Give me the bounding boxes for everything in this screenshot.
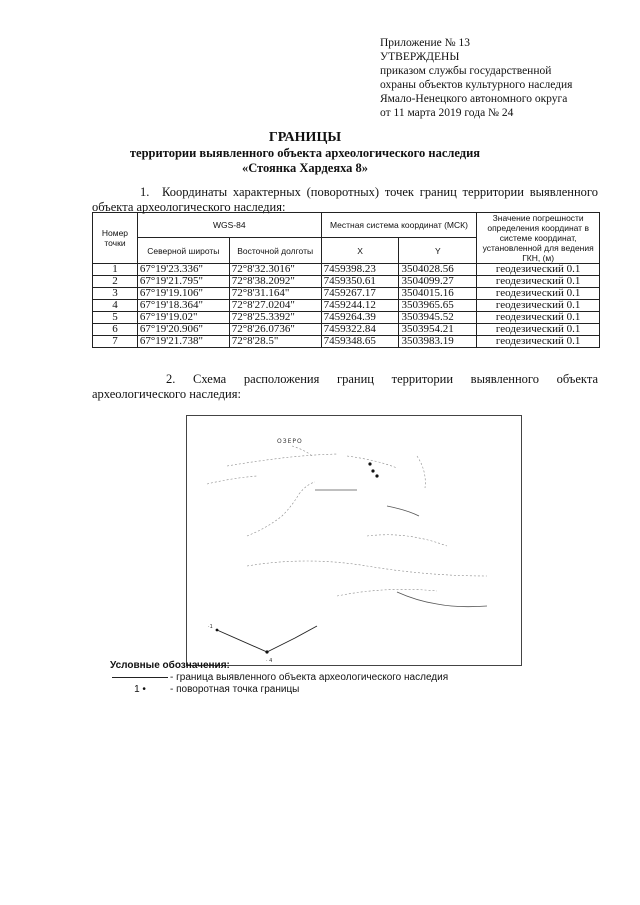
cell-lat: 67°19'18.364" [137,300,229,312]
header-north-lat: Северной широты [137,238,229,264]
contour-line [347,456,397,468]
header-accuracy: Значение погрешности определения координат в системе координат, установленной для ведения ГКН, (м) [477,213,600,264]
header-point-number: Номер точки [93,213,138,264]
cell-x: 7459264.39 [321,312,399,324]
section-1-number: 1. [140,185,150,199]
cell-accuracy: геодезический 0.1 [477,264,600,276]
coordinates-table [92,212,600,348]
section-1-text [92,185,598,215]
cell-number: 5 [93,312,138,324]
object-name: «Стоянка Хардеяха 8» [241,161,369,175]
cell-x: 7459267.17 [321,288,399,300]
cell-number: 7 [93,336,138,348]
approval-date: от 11 марта 2019 года № 24 [380,107,514,119]
map-marker-glyph: · 4 [266,658,273,664]
contour-line [397,592,487,607]
contour-line [207,476,257,484]
header-wgs: WGS-84 [137,213,321,238]
cell-x: 7459244.12 [321,300,399,312]
table-row [93,312,600,324]
cell-accuracy: геодезический 0.1 [477,324,600,336]
table-row [93,276,600,288]
cell-lon: 72°8'26.0736" [229,324,321,336]
header-east-lon: Восточной долготы [229,238,321,264]
boundary-line-symbol [112,677,168,678]
cell-y: 3504015.16 [399,288,477,300]
approval-block [380,36,630,120]
turning-point [265,650,268,653]
cell-y: 3504099.27 [399,276,477,288]
cell-number: 4 [93,300,138,312]
cell-accuracy: геодезический 0.1 [477,312,600,324]
contour-line [417,456,425,488]
turning-point [371,469,374,472]
section-2-text [92,372,598,402]
cell-lon: 72°8'27.0204" [229,300,321,312]
header-x: X [321,238,399,264]
table-row [93,336,600,348]
cell-lat: 67°19'19.106" [137,288,229,300]
cell-accuracy: геодезический 0.1 [477,288,600,300]
section-1-body: Координаты характерных (поворотных) точек границ территории выявленного объекта археологического наследия: [92,185,598,214]
map-drawing [187,416,521,665]
cell-lon: 72°8'25.3392" [229,312,321,324]
table-row [93,264,600,276]
legend-point-label: - поворотная точка границы [170,684,300,695]
legend-boundary-label: - граница выявленного объекта археологического наследия [170,672,449,683]
cell-lon: 72°8'31.164" [229,288,321,300]
approval-service: охраны объектов культурного наследия [380,79,573,91]
cell-lon: 72°8'28.5" [229,336,321,348]
cell-lat: 67°19'19.02" [137,312,229,324]
cell-lon: 72°8'32.3016" [229,264,321,276]
cell-y: 3503983.19 [399,336,477,348]
table-row [93,288,600,300]
cell-lat: 67°19'21.795" [137,276,229,288]
boundary-line [217,626,317,652]
legend-row-boundary [110,672,448,684]
cell-number: 2 [93,276,138,288]
cell-x: 7459348.65 [321,336,399,348]
lake-label: ОЗЕРО [277,438,303,445]
cell-y: 3503954.21 [399,324,477,336]
river-contour [247,494,299,536]
cell-lat: 67°19'21.738" [137,336,229,348]
contour-line [367,535,447,546]
approval-region: Ямало-Ненецкого автономного округа [380,93,568,105]
cell-number: 1 [93,264,138,276]
cell-x: 7459398.23 [321,264,399,276]
legend-title: Условные обозначения: [110,660,230,671]
cell-lat: 67°19'20.906" [137,324,229,336]
river-contour [299,482,315,494]
document-title: ГРАНИЦЫ [268,130,342,145]
cell-number: 3 [93,288,138,300]
contour-line [337,589,437,596]
cell-lat: 67°19'23.336" [137,264,229,276]
section-2-body: 2. Схема расположения границ территории выявленного объекта археологического наследия: [92,372,598,401]
cell-number: 6 [93,324,138,336]
lake-shore-contour [227,454,337,466]
legend-row-point [110,684,448,696]
cell-lon: 72°8'38.2092" [229,276,321,288]
approval-approved: УТВЕРЖДЕНЫ [380,51,460,63]
header-y: Y [399,238,477,264]
map-legend [110,660,448,696]
header-local-system: Местная система координат (МСК) [321,213,477,238]
cell-x: 7459350.61 [321,276,399,288]
table-row [93,324,600,336]
turning-point [375,474,378,477]
turning-point [368,462,371,465]
cell-y: 3503945.52 [399,312,477,324]
turning-point [216,629,219,632]
approval-order: приказом службы государственной [380,65,552,77]
contour-line [292,446,312,456]
document-subtitle: территории выявленного объекта археологического наследия [129,146,481,160]
map-marker-glyph: ·1 [208,624,213,630]
cell-x: 7459322.84 [321,324,399,336]
boundary-map [186,415,522,666]
cell-y: 3504028.56 [399,264,477,276]
turning-point-symbol: 1 • [134,684,146,695]
contour-line [247,561,487,576]
cell-accuracy: геодезический 0.1 [477,300,600,312]
cell-y: 3503965.65 [399,300,477,312]
contour-line [387,506,419,516]
table-row [93,300,600,312]
cell-accuracy: геодезический 0.1 [477,336,600,348]
cell-accuracy: геодезический 0.1 [477,276,600,288]
approval-appendix: Приложение № 13 [380,37,470,49]
document-heading [90,129,520,176]
